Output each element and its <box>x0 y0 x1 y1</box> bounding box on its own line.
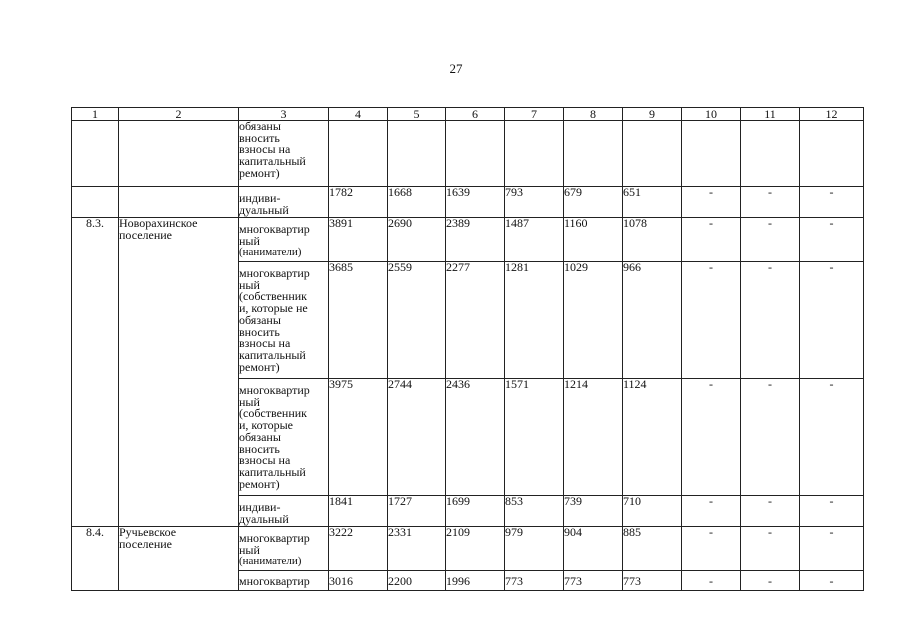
dash-cell: - <box>800 187 864 218</box>
value-cell: 3975 <box>329 379 388 496</box>
value-cell: 2436 <box>446 379 505 496</box>
row-number-cell <box>72 121 119 187</box>
dash-cell <box>741 121 800 187</box>
column-header: 11 <box>741 108 800 121</box>
category-cell: многоквартир ный (собственник и, которые обязаны вносить взносы на капитальный ремонт) <box>239 379 329 496</box>
value-cell: 853 <box>505 496 564 527</box>
value-cell <box>623 121 682 187</box>
value-cell: 710 <box>623 496 682 527</box>
value-cell: 2109 <box>446 527 505 571</box>
value-cell: 2559 <box>388 262 446 379</box>
dash-cell: - <box>682 262 741 379</box>
category-cell: индиви- дуальный <box>239 496 329 527</box>
value-cell: 773 <box>623 571 682 591</box>
value-cell: 1281 <box>505 262 564 379</box>
column-header: 1 <box>72 108 119 121</box>
value-cell <box>388 121 446 187</box>
value-cell: 739 <box>564 496 623 527</box>
value-cell: 1639 <box>446 187 505 218</box>
value-cell: 1078 <box>623 218 682 262</box>
category-cell: многоквартир <box>239 571 329 591</box>
value-cell <box>446 121 505 187</box>
value-cell: 1571 <box>505 379 564 496</box>
value-cell: 679 <box>564 187 623 218</box>
column-header: 9 <box>623 108 682 121</box>
value-cell: 1841 <box>329 496 388 527</box>
dash-cell: - <box>800 262 864 379</box>
value-cell: 773 <box>505 571 564 591</box>
column-header: 7 <box>505 108 564 121</box>
value-cell <box>329 121 388 187</box>
column-header: 12 <box>800 108 864 121</box>
page-number: 27 <box>449 61 463 76</box>
value-cell: 3891 <box>329 218 388 262</box>
dash-cell: - <box>741 496 800 527</box>
column-header: 5 <box>388 108 446 121</box>
category-cell: обязаны вносить взносы на капитальный ремонт) <box>239 121 329 187</box>
settlement-cell <box>119 187 239 218</box>
table-row <box>72 527 864 571</box>
dash-cell: - <box>741 527 800 571</box>
value-cell: 966 <box>623 262 682 379</box>
dash-cell: - <box>682 218 741 262</box>
dash-cell: - <box>800 571 864 591</box>
dash-cell <box>682 121 741 187</box>
value-cell: 2744 <box>388 379 446 496</box>
dash-cell: - <box>800 379 864 496</box>
value-cell: 3685 <box>329 262 388 379</box>
value-cell: 3222 <box>329 527 388 571</box>
value-cell <box>505 121 564 187</box>
value-cell: 1029 <box>564 262 623 379</box>
value-cell: 2690 <box>388 218 446 262</box>
dash-cell: - <box>741 218 800 262</box>
value-cell: 1727 <box>388 496 446 527</box>
table-row <box>72 121 864 187</box>
dash-cell: - <box>741 571 800 591</box>
value-cell: 793 <box>505 187 564 218</box>
dash-cell: - <box>682 379 741 496</box>
dash-cell: - <box>800 527 864 571</box>
dash-cell <box>800 121 864 187</box>
value-cell: 1668 <box>388 187 446 218</box>
dash-cell: - <box>741 262 800 379</box>
value-cell: 2277 <box>446 262 505 379</box>
value-cell: 2200 <box>388 571 446 591</box>
header-row <box>72 108 864 121</box>
value-cell: 904 <box>564 527 623 571</box>
value-cell: 979 <box>505 527 564 571</box>
tariff-table <box>71 107 864 591</box>
value-cell <box>564 121 623 187</box>
table-row <box>72 187 864 218</box>
value-cell: 2331 <box>388 527 446 571</box>
category-cell: индиви- дуальный <box>239 187 329 218</box>
dash-cell: - <box>741 187 800 218</box>
row-number-cell: 8.3. <box>72 218 119 527</box>
value-cell: 3016 <box>329 571 388 591</box>
value-cell: 1214 <box>564 379 623 496</box>
settlement-cell <box>119 121 239 187</box>
value-cell: 1160 <box>564 218 623 262</box>
value-cell: 1487 <box>505 218 564 262</box>
dash-cell: - <box>682 187 741 218</box>
dash-cell: - <box>800 496 864 527</box>
row-number-cell: 8.4. <box>72 527 119 591</box>
dash-cell: - <box>741 379 800 496</box>
value-cell: 1782 <box>329 187 388 218</box>
value-cell: 2389 <box>446 218 505 262</box>
settlement-cell: Ручьевское поселение <box>119 527 239 591</box>
category-cell: многоквартир ный (наниматели) <box>239 218 329 262</box>
value-cell: 1996 <box>446 571 505 591</box>
value-cell: 1699 <box>446 496 505 527</box>
settlement-cell: Новорахинское поселение <box>119 218 239 527</box>
column-header: 3 <box>239 108 329 121</box>
column-header: 10 <box>682 108 741 121</box>
column-header: 2 <box>119 108 239 121</box>
column-header: 8 <box>564 108 623 121</box>
dash-cell: - <box>682 571 741 591</box>
category-cell: многоквартир ный (наниматели) <box>239 527 329 571</box>
value-cell: 651 <box>623 187 682 218</box>
dash-cell: - <box>682 527 741 571</box>
dash-cell: - <box>682 496 741 527</box>
value-cell: 885 <box>623 527 682 571</box>
row-number-cell <box>72 187 119 218</box>
table-row <box>72 218 864 262</box>
category-cell: многоквартир ный (собственник и, которые не обязаны вносить взносы на капитальный ремонт) <box>239 262 329 379</box>
dash-cell: - <box>800 218 864 262</box>
value-cell: 773 <box>564 571 623 591</box>
column-header: 4 <box>329 108 388 121</box>
value-cell: 1124 <box>623 379 682 496</box>
column-header: 6 <box>446 108 505 121</box>
